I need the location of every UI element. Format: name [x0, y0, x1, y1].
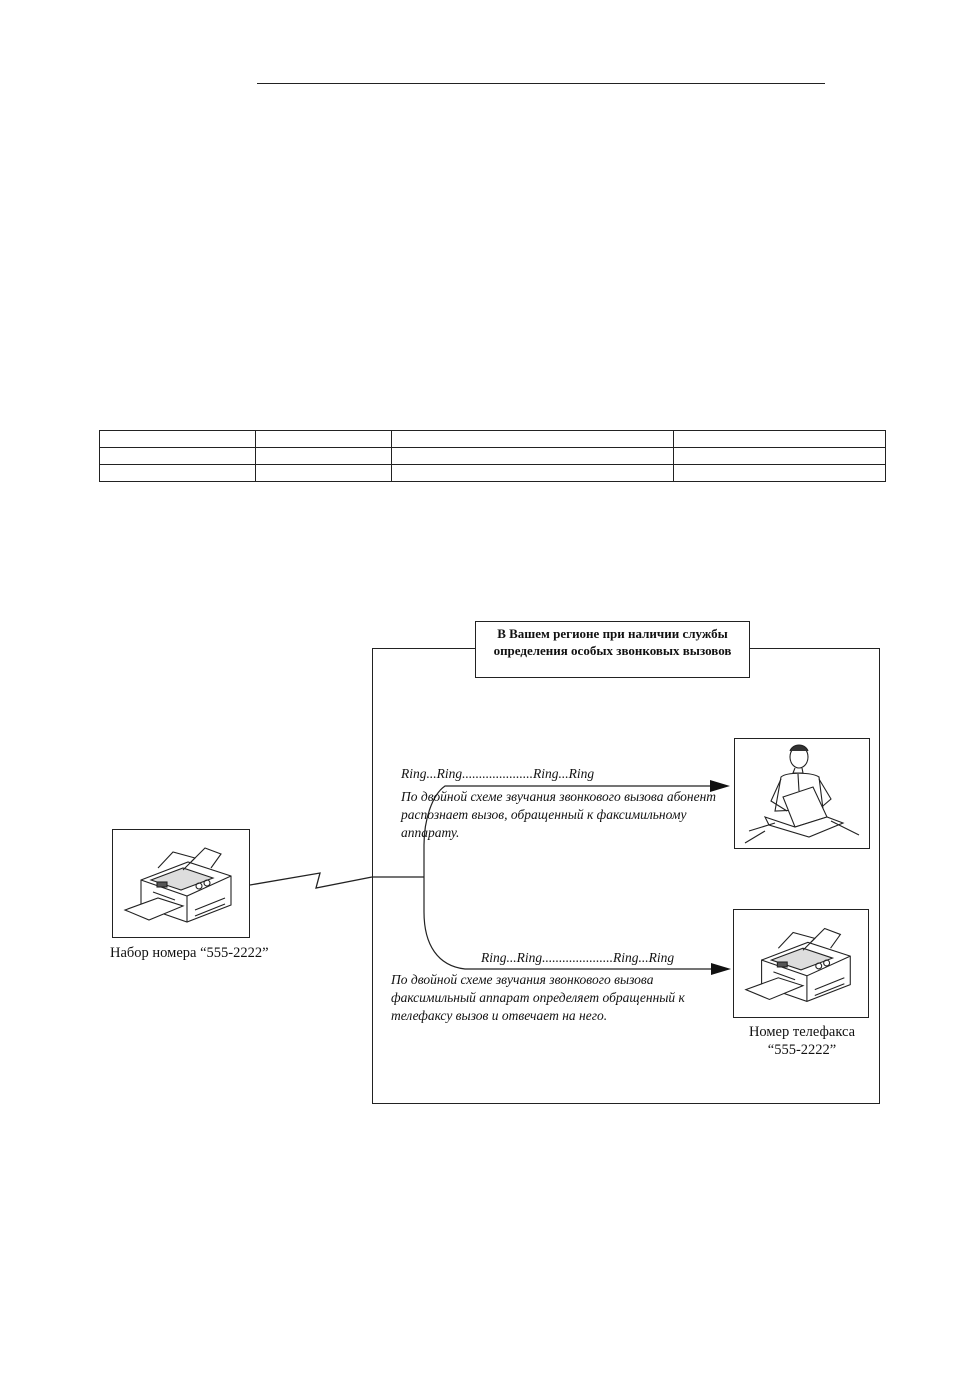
- description-top: По двойной схеме звучания звонкового вызова абонент распознает вызов, обращенный к факсимильному аппарату.: [401, 789, 717, 840]
- fax-caption-line2: “555-2222”: [767, 1042, 837, 1058]
- fax-machine-icon: [113, 830, 249, 937]
- receiver-fax-frame: [733, 909, 869, 1018]
- phone-line: [250, 873, 372, 888]
- description-bottom: По двойной схеме звучания звонкового вызова факсимильный аппарат определяет обращенный к телефаксу вызов и отвечает на него.: [391, 972, 685, 1023]
- ring-pattern-bottom: Ring...Ring.....................Ring...Ring: [481, 950, 675, 965]
- region-title: В Вашем регионе при наличии службы определения особых звонковых вызовов: [475, 621, 750, 678]
- caller-fax-frame: [112, 829, 250, 938]
- fax-machine-icon: [734, 910, 868, 1017]
- fax-number-caption: [728, 1023, 876, 1059]
- fax-caption-line1: Номер телефакса: [748, 1024, 856, 1040]
- ring-pattern-top: Ring...Ring.....................Ring...Ring: [401, 766, 595, 781]
- person-frame: [734, 738, 870, 849]
- caller-caption: Набор номера “555-2222”: [110, 945, 269, 961]
- person-at-laptop-icon: [735, 739, 869, 848]
